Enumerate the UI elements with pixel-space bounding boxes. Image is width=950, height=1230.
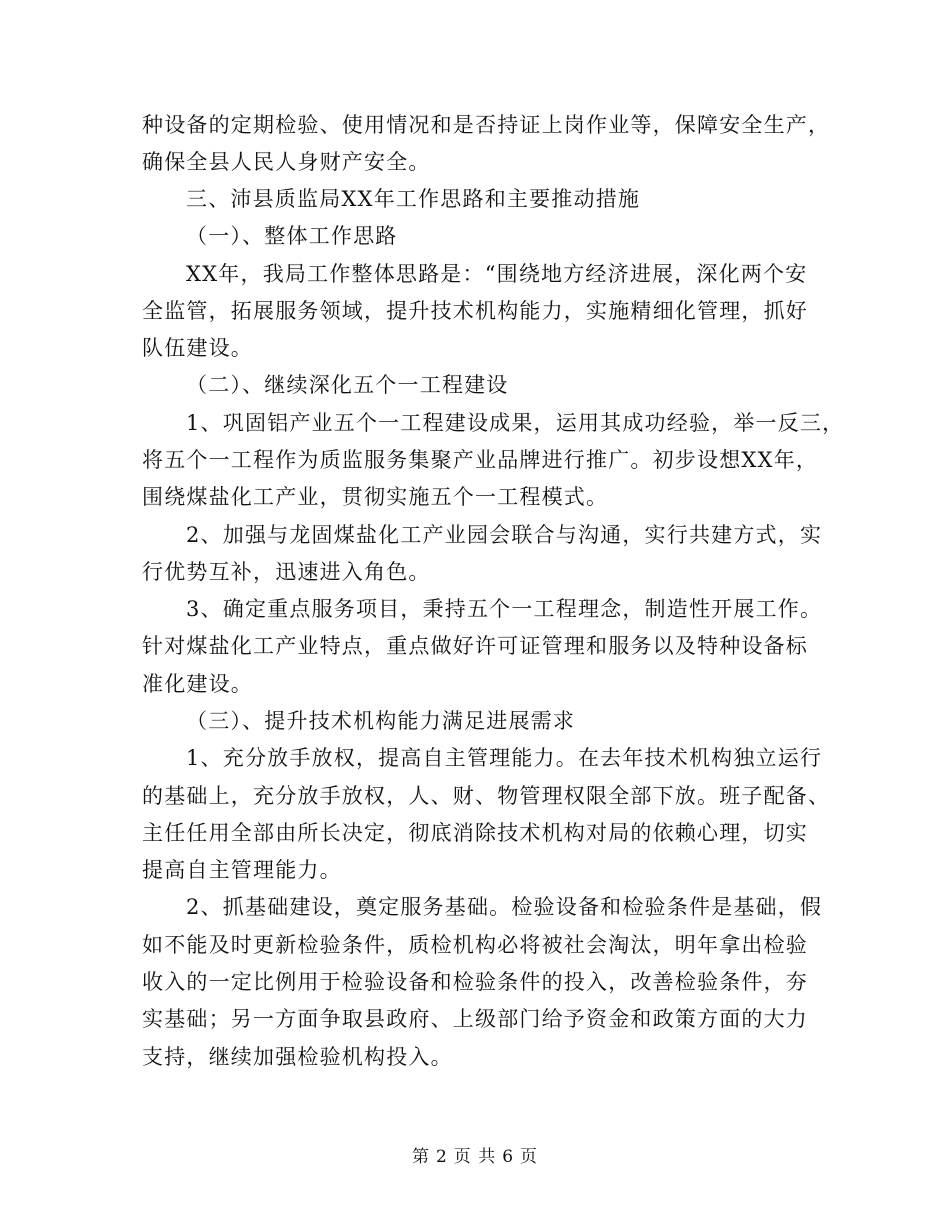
body-line: 围绕煤盐化工产业，贯彻实施五个一工程模式。 xyxy=(142,485,609,509)
footer-middle: 页 共 xyxy=(453,1147,497,1167)
body-line: 1、巩固铝产业五个一工程建设成果，运用其成功经验，举一反三， xyxy=(186,411,845,435)
subsection-heading: （一）、整体工作思路 xyxy=(186,224,398,248)
body-line: 如不能及时更新检验条件，质检机构必将被社会淘汰，明年拿出检验 xyxy=(142,933,808,957)
body-line: 支持，继续加强检验机构投入。 xyxy=(142,1045,453,1069)
page-footer xyxy=(0,1146,950,1168)
body-line: 的基础上，充分放手放权，人、财、物管理权限全部下放。班子配备、 xyxy=(142,784,831,808)
body-line: 提高自主管理能力。 xyxy=(142,858,342,882)
body-line: 主任任用全部由所长决定，彻底消除技术机构对局的依赖心理，切实 xyxy=(142,821,808,845)
page-number: 2 xyxy=(435,1147,448,1167)
body-line: 3、确定重点服务项目，秉持五个一工程理念，制造性开展工作。 xyxy=(186,597,823,621)
body-line: 2、抓基础建设，奠定服务基础。检验设备和检验条件是基础，假 xyxy=(186,895,823,919)
body-line: 实基础；另一方面争取县政府、上级部门给予资金和政策方面的大力 xyxy=(142,1007,808,1031)
subsection-heading: （二）、继续深化五个一工程建设 xyxy=(186,373,509,397)
body-line: 针对煤盐化工产业特点，重点做好许可证管理和服务以及特种设备标 xyxy=(142,634,808,658)
section-heading: 三、沛县质监局XX年工作思路和主要推动措施 xyxy=(186,187,641,211)
body-line: 队伍建设。 xyxy=(142,336,253,360)
body-line: XX年，我局工作整体思路是：“围绕地方经济进展，深化两个安 xyxy=(186,262,808,286)
subsection-heading: （三）、提升技术机构能力满足进展需求 xyxy=(186,709,576,733)
body-line: 行优势互补，迅速进入角色。 xyxy=(142,560,431,584)
body-line: 种设备的定期检验、使用情况和是否持证上岗作业等，保障安全生产， xyxy=(142,113,831,137)
body-line: 将五个一工程作为质监服务集聚产业品牌进行推广。初步设想XX年， xyxy=(142,448,819,472)
footer-prefix: 第 xyxy=(411,1147,430,1167)
footer-suffix: 页 xyxy=(520,1147,539,1167)
body-line: 1、充分放手放权，提高自主管理能力。在去年技术机构独立运行 xyxy=(186,746,823,770)
page-total: 6 xyxy=(502,1147,515,1167)
body-line: 2、加强与龙固煤盐化工产业园会联合与沟通，实行共建方式，实 xyxy=(186,523,823,547)
body-line: 准化建设。 xyxy=(142,672,253,696)
body-line: 全监管，拓展服务领域，提升技术机构能力，实施精细化管理，抓好 xyxy=(142,299,808,323)
body-line: 确保全县人民人身财产安全。 xyxy=(142,150,431,174)
body-line: 收入的一定比例用于检验设备和检验条件的投入，改善检验条件，夯 xyxy=(142,970,808,994)
